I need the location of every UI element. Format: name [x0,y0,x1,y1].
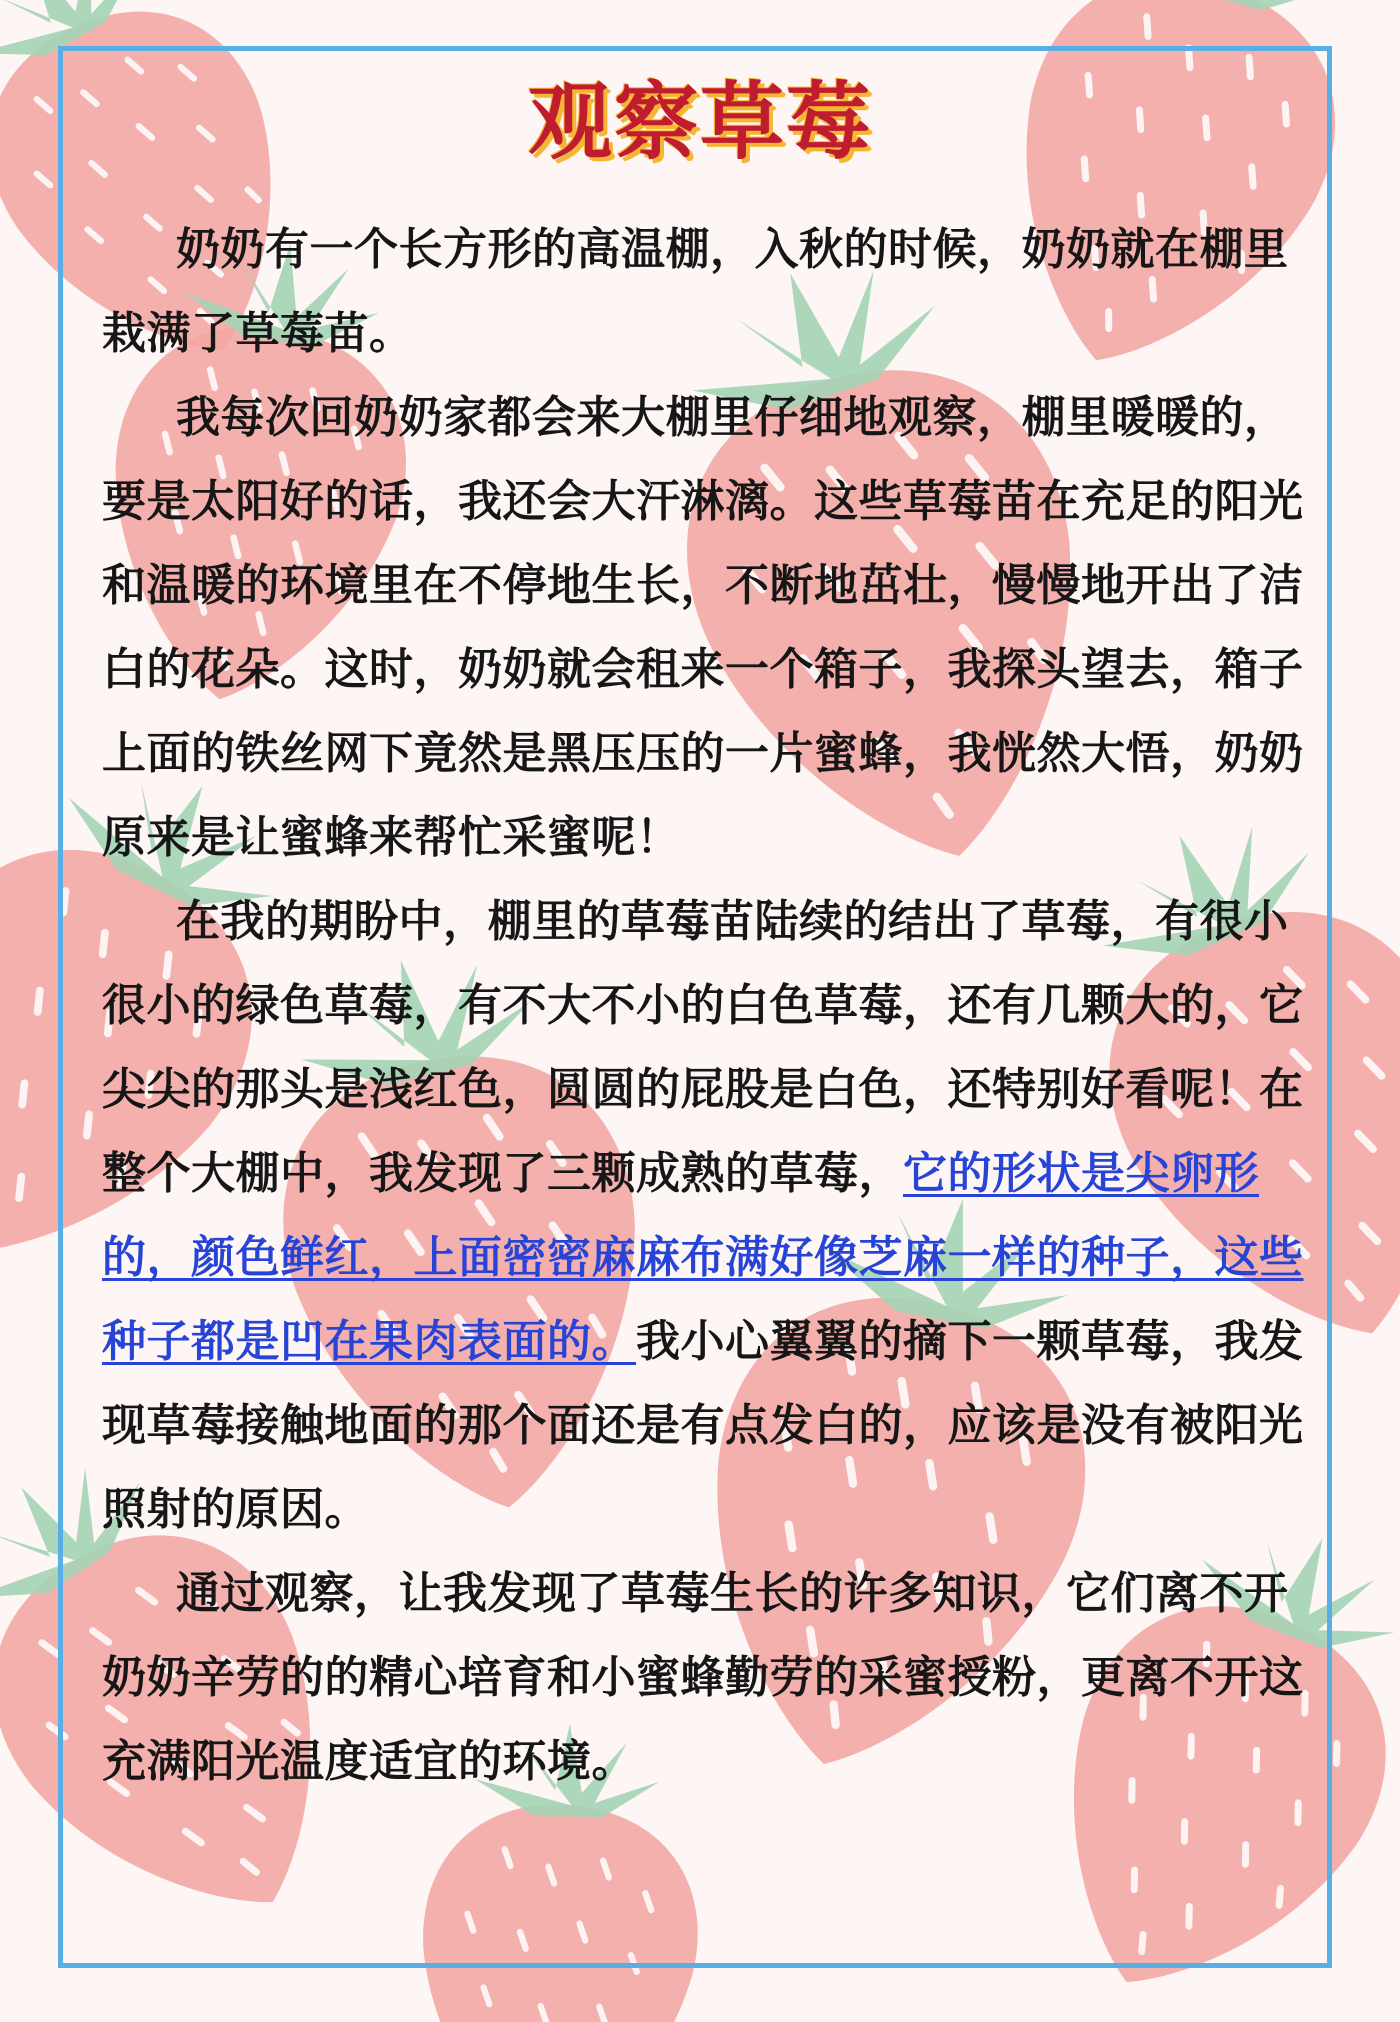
essay-body [102,208,1332,1804]
paragraph-3 [102,880,1332,1552]
paragraph-4: 通过观察，让我发现了草莓生长的许多知识，它们离不开奶奶辛劳的的精心培育和小蜜蜂勤劳的采蜜授粉，更离不开这充满阳光温度适宜的环境。 [102,1568,1304,1787]
paragraph-2: 我每次回奶奶家都会来大棚里仔细地观察，棚里暖暖的，要是太阳好的话，我还会大汗淋漓。这些草莓苗在充足的阳光和温暖的环境里在不停地生长，不断地茁壮，慢慢地开出了洁白的花朵。这时，奶奶就会租来一个箱子，我探头望去，箱子上面的铁丝网下竟然是黑压压的一片蜜蜂，我恍然大悟，奶奶原来是让蜜蜂来帮忙采蜜呢！ [102,392,1304,863]
paragraph-3-text-before: 在我的期盼中，棚里的草莓苗陆续的结出了草莓，有很小很小的绿色草莓，有不大不小的白色草莓，还有几颗大的，它尖尖的那头是浅红色，圆圆的屁股是白色，还特别好看呢！在整个大棚中，我发现了三颗成熟的草莓， [102,896,1304,1199]
page-title: 观察草莓 [527,73,872,171]
paragraph-3-text-after: 我小心翼翼的摘下一颗草莓，我发现草莓接触地面的那个面还是有点发白的，应该是没有被阳光照射的原因。 [102,1316,1304,1535]
highlighted-description-link[interactable]: 它的形状是尖卵形的，颜色鲜红，上面密密麻麻布满好像芝麻一样的种子，这些种子都是凹在果肉表面的。 [102,1148,1304,1367]
paragraph-1: 奶奶有一个长方形的高温棚，入秋的时候，奶奶就在棚里栽满了草莓苗。 [102,224,1289,359]
